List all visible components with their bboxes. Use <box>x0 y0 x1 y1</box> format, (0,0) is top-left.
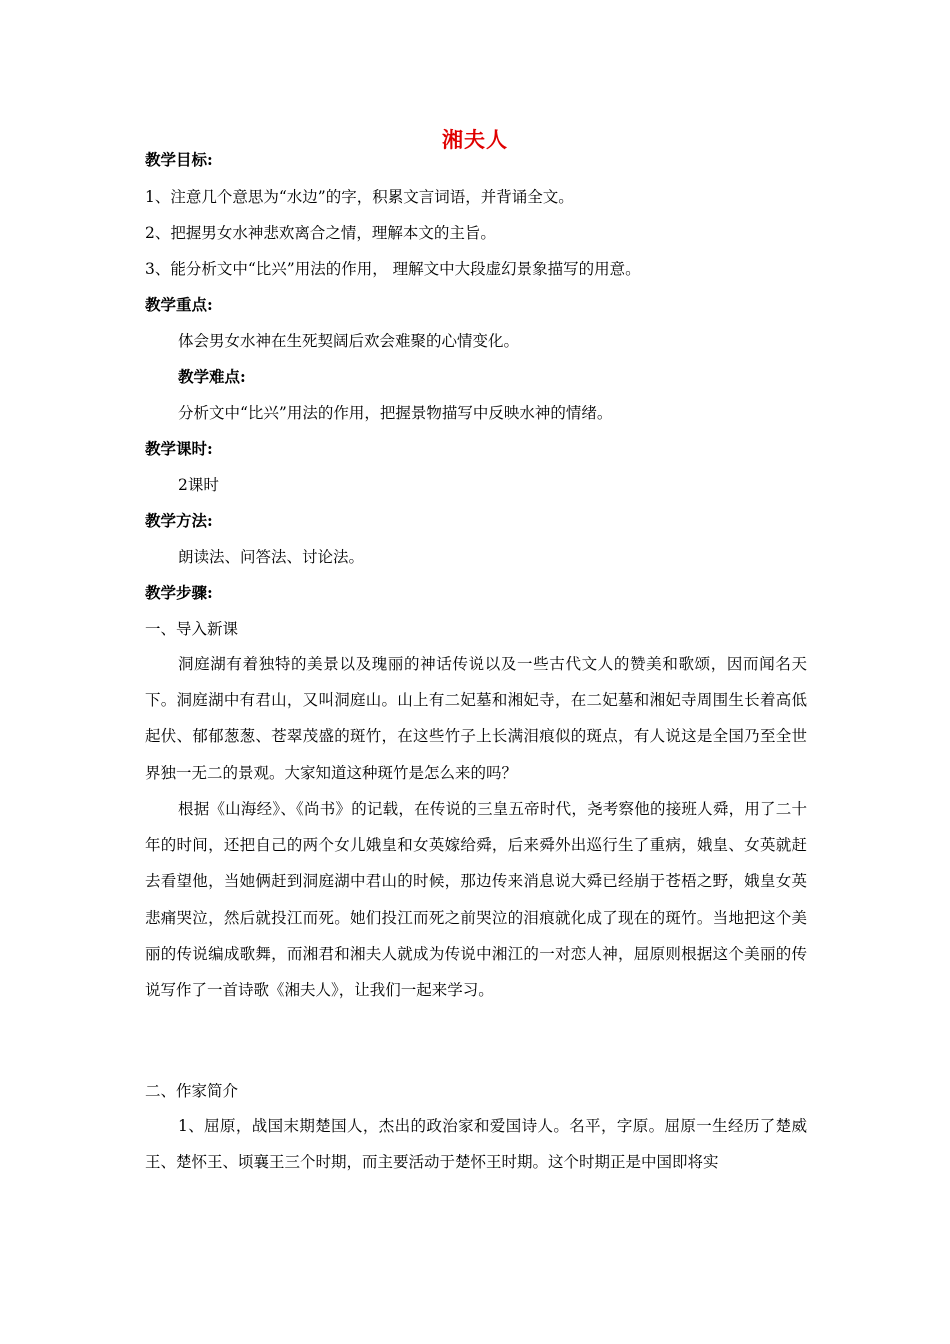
key-points-heading: 教学重点: <box>145 295 213 314</box>
section-1-title: 一、导入新课 <box>145 620 239 638</box>
section-2-title: 二、作家简介 <box>145 1082 239 1100</box>
difficulties-heading: 教学难点: <box>178 367 246 386</box>
objectives-heading: 教学目标: <box>145 150 213 169</box>
section-1-paragraph-1: 洞庭湖有着独特的美景以及瑰丽的神话传说以及一些古代文人的赞美和歌颂，因而闻名天下。洞庭湖中有君山，又叫洞庭山。山上有二妃墓和湘妃寺，在二妃墓和湘妃寺周围生长着高低起伏、郁郁葱葱、苍翠茂盛的斑竹，在这些竹子上长满泪痕似的斑点，有人说这是全国乃至全世界独一无二的景观。大家知道这种斑竹是怎么来的吗？ <box>145 655 807 782</box>
objective-item-2: 2、把握男女水神悲欢离合之情，理解本文的主旨。 <box>145 224 496 242</box>
objective-item-1: 1、注意几个意思为“水边”的字，积累文言词语，并背诵全文。 <box>145 188 574 206</box>
hours-text: 2课时 <box>178 476 219 494</box>
steps-heading: 教学步骤: <box>145 583 213 602</box>
methods-heading: 教学方法: <box>145 511 213 530</box>
document-title: 湘夫人 <box>442 127 508 152</box>
key-points-text: 体会男女水神在生死契阔后欢会难聚的心情变化。 <box>178 332 520 350</box>
section-1-paragraph-2: 根据《山海经》、《尚书》的记载，在传说的三皇五帝时代，尧考察他的接班人舜，用了二十年的时间，还把自己的两个女儿娥皇和女英嫁给舜，后来舜外出巡行生了重病，娥皇、女英就赶去看望他，当她俩赶到洞庭湖中君山的时候，那边传来消息说大舜已经崩于苍梧之野，娥皇女英悲痛哭泣，然后就投江而死。她们投江而死之前哭泣的泪痕就化成了现在的斑竹。当地把这个美丽的传说编成歌舞，而湘君和湘夫人就成为传说中湘江的一对恋人神，屈原则根据这个美丽的传说写作了一首诗歌《湘夫人》，让我们一起来学习。 <box>145 800 807 1000</box>
hours-heading: 教学课时: <box>145 439 213 458</box>
section-2-paragraph-1: 1、屈原，战国末期楚国人，杰出的政治家和爱国诗人。名平，字原。屈原一生经历了楚威王、楚怀王、顷襄王三个时期，而主要活动于楚怀王时期。这个时期正是中国即将实 <box>145 1117 807 1172</box>
difficulties-text: 分析文中“比兴”用法的作用，把握景物描写中反映水神的情绪。 <box>178 404 613 422</box>
objective-item-3: 3、能分析文中“比兴”用法的作用， 理解文中大段虚幻景象描写的用意。 <box>145 260 641 278</box>
methods-text: 朗读法、问答法、讨论法。 <box>178 548 365 566</box>
